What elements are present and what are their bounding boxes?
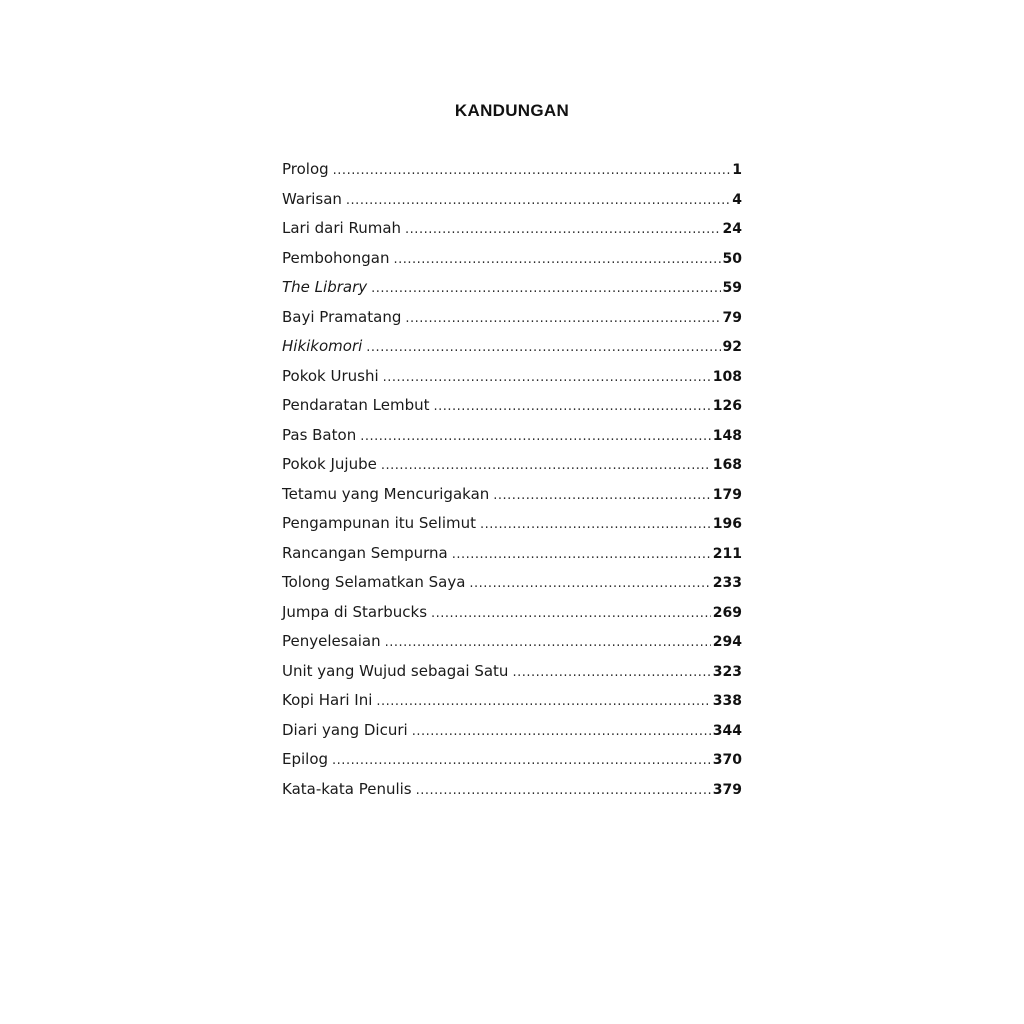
toc-entry-label: Kata-kata Penulis <box>282 779 412 798</box>
toc-entry-page: 24 <box>722 221 742 237</box>
toc-entry <box>282 455 742 485</box>
toc-entry-page: 108 <box>712 368 742 385</box>
toc-entry-page: 379 <box>712 781 742 798</box>
toc-entry-label: Epilog <box>282 750 329 768</box>
toc-entry-page: 294 <box>712 634 742 650</box>
toc-entry <box>282 632 742 662</box>
toc-entry-page: 79 <box>722 309 742 326</box>
toc-dot-leader <box>405 222 720 237</box>
toc-entry-page: 211 <box>712 545 742 562</box>
toc-entry <box>282 750 742 780</box>
toc-entry-label: Pengampunan itu Selimut <box>282 514 476 532</box>
toc-entry-label: Rancangan Sempurna <box>282 543 448 562</box>
toc-dot-leader <box>512 665 710 680</box>
toc-dot-leader <box>376 694 710 709</box>
toc-dot-leader <box>366 340 720 355</box>
toc-entry-page: 196 <box>712 516 742 532</box>
toc-dot-leader <box>333 163 731 178</box>
toc-entry-page: 179 <box>712 486 742 503</box>
toc-entry-label: Pembohongan <box>282 248 390 267</box>
toc-dot-leader <box>412 724 711 739</box>
toc-entry-label: Tetamu yang Mencurigakan <box>282 484 490 503</box>
toc-entry-label: Penyelesaian <box>282 632 381 650</box>
toc-entry-label: Diari yang Dicuri <box>282 720 408 739</box>
toc-dot-leader <box>383 370 711 385</box>
toc-entry <box>282 367 742 397</box>
toc-dot-leader <box>371 281 720 296</box>
toc-entry <box>282 219 742 249</box>
toc-entry-page: 1 <box>732 162 742 178</box>
toc-entry-page: 323 <box>712 663 742 680</box>
toc-entry <box>282 190 742 220</box>
toc-dot-leader <box>452 547 711 562</box>
toc-entry-page: 233 <box>712 575 742 591</box>
toc-entry-label: Pokok Jujube <box>282 455 377 473</box>
toc-entry <box>282 485 742 515</box>
toc-dot-leader <box>332 753 711 768</box>
toc-entry <box>282 249 742 279</box>
toc-entry-label: Kopi Hari Ini <box>282 691 373 709</box>
toc-entry <box>282 662 742 692</box>
toc-dot-leader <box>434 399 711 414</box>
toc-dot-leader <box>381 458 711 473</box>
toc-entry-label: Jumpa di Starbucks <box>282 602 428 621</box>
toc-entry <box>282 337 742 367</box>
toc-dot-leader <box>493 488 710 503</box>
toc-entry-label: The Library <box>282 278 368 296</box>
toc-entry-label: Unit yang Wujud sebagai Satu <box>282 661 509 680</box>
toc-entry-page: 92 <box>722 339 742 355</box>
toc-entry <box>282 603 742 633</box>
toc-entry-label: Warisan <box>282 189 342 208</box>
toc-entry-page: 148 <box>712 427 742 444</box>
toc-entry-page: 126 <box>712 398 742 414</box>
toc-dot-leader <box>346 193 730 208</box>
toc-entry-label: Pendaratan Lembut <box>282 396 430 414</box>
toc-dot-leader <box>385 635 711 650</box>
toc-entry <box>282 544 742 574</box>
toc-entry <box>282 308 742 338</box>
toc-entry <box>282 160 742 190</box>
toc-entry-page: 4 <box>732 191 742 208</box>
toc-dot-leader <box>469 576 710 591</box>
toc-dot-leader <box>431 606 711 621</box>
toc-entry-label: Lari dari Rumah <box>282 219 402 237</box>
toc-dot-leader <box>360 429 711 444</box>
toc-entry-label: Bayi Pramatang <box>282 307 402 326</box>
toc-entry <box>282 691 742 721</box>
toc-entry-label: Tolong Selamatkan Saya <box>282 573 466 591</box>
toc-entry-page: 168 <box>712 457 742 473</box>
toc-entry <box>282 780 742 810</box>
page-title: KANDUNGAN <box>454 101 570 120</box>
toc-entry <box>282 573 742 603</box>
table-of-contents <box>282 160 742 809</box>
toc-entry-page: 344 <box>712 722 742 739</box>
toc-dot-leader <box>416 783 711 798</box>
toc-entry <box>282 426 742 456</box>
toc-dot-leader <box>405 311 720 326</box>
toc-entry <box>282 278 742 308</box>
toc-entry-page: 370 <box>712 752 742 768</box>
toc-entry-label: Hikikomori <box>282 337 363 355</box>
toc-dot-leader <box>393 252 720 267</box>
toc-entry-page: 269 <box>712 604 742 621</box>
toc-entry-page: 59 <box>722 280 742 296</box>
toc-entry-page: 50 <box>722 250 742 267</box>
toc-entry <box>282 396 742 426</box>
toc-entry-label: Pokok Urushi <box>282 366 379 385</box>
toc-dot-leader <box>480 517 711 532</box>
toc-entry-label: Pas Baton <box>282 425 357 444</box>
toc-entry-label: Prolog <box>282 160 329 178</box>
toc-entry-page: 338 <box>712 693 742 709</box>
toc-entry <box>282 721 742 751</box>
toc-entry <box>282 514 742 544</box>
